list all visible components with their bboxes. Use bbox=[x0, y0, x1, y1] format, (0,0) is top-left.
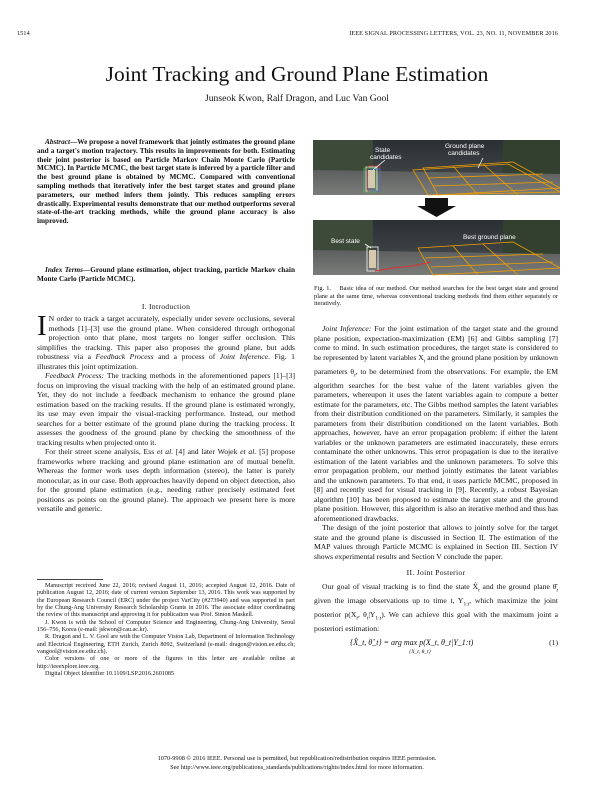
label-state-candidates-line1: State bbox=[375, 147, 391, 154]
pedestrian-figure-best bbox=[369, 250, 376, 268]
label-gp-candidates-line1: Ground plane bbox=[445, 143, 485, 150]
figure-1 bbox=[313, 140, 560, 278]
footnote-manuscript: Manuscript received June 22, 2016; revised August 11, 2016; accepted August 12, 2016. Date of publication August 12, 2016; date of current version September 13, 2016. This work was supported by the European Research Council (ERC) under the project VarCity (#273940) and was supported in part by the Chung-Ang University Research Scholarship Grants in 2016. The associate editor coordinating the review of this manuscript and approving it for publication was Prof. Simon Maskell. bbox=[37, 583, 295, 619]
footer-copyright: 1070-9908 © 2016 IEEE. Personal use is permitted, but republication/redistribution requires IEEE permission. bbox=[157, 755, 437, 762]
equation-body: {X̂_t, θ̂_t} = arg max p(X_t, θ_t|Y_1:t) bbox=[350, 638, 474, 648]
intro-paragraph-3: For their street scene analysis, Ess et al. [4] and later Wojek et al. [5] propose frameworks where tracking and ground plane estimation are of mutual benefit. Whereas the former work uses depth information (stereo), the latter is purely monocular, as in our case. Both approaches heavily depend on object detection, also for the ground plane estimation (e.g., needing rather precisely estimated feet positions as points on the ground plane). The approach we present here is more versatile and generic. bbox=[37, 447, 295, 513]
footnote-rule bbox=[37, 579, 103, 580]
running-header: IEEE SIGNAL PROCESSING LETTERS, VOL. 23, NO. 11, NOVEMBER 2016 bbox=[349, 30, 558, 37]
drop-cap: I bbox=[37, 310, 47, 342]
equation-1 bbox=[314, 636, 558, 656]
figure-bottom-panel bbox=[313, 220, 560, 275]
section-heading-joint-posterior: II. Joint Posterior bbox=[406, 568, 466, 578]
label-gp-candidates-line2: candidates bbox=[448, 150, 480, 157]
equation-number: (1) bbox=[549, 638, 558, 648]
label-best-ground-plane: Best ground plane bbox=[463, 234, 516, 241]
equation-subscript: {X_t, θ_t} bbox=[409, 649, 431, 656]
caption-text: Basic idea of our method. Our method searches for the best target state and ground plane at the same time, whereas conventional tracking methods find them either separately or iteratively. bbox=[314, 285, 558, 307]
intro-paragraph-2: Feedback Process: The tracking methods in the aforementioned papers [1]–[3] focus on improving the visual tracking with the help of an estimated ground plane. Yet, they do not include a feedback mechanism to enhance the ground plane estimation based on the tracking results. If the ground plane is estimated wrongly, its use may even impair the visual-tracking performance. Instead, our method searches for a better estimate of the ground plane during the tracking process. It assesses the goodness of the ground plane by checking the smoothness of the tracking results when projected onto it. bbox=[37, 371, 295, 447]
joint-inference-paragraph: Joint Inference: For the joint estimation of the target state and the ground plane position, expectation-maximization (EM) [6] and Gibbs sampling [7] come to mind. In such estimation procedures, the target state is considered to be represented by latent variables $X_t$ and the ground plane position by unknown parameters $\theta_t$, to be determined from the observations. For example, the EM algorithm searches for the best value of the latent variables given the parameters, whereupon it uses the latent variables again to compute a better estimate for the parameters, etc. The Gibbs method samples the latent variables from their distribution conditioned on the parameters. Similarly, it samples the parameters from their distribution conditioned on the latent variables. Both approaches, however, have an error propagation problem: if either the latent variables or the unknown parameters are estimated inaccurately, these errors contaminate the other unknowns. This error propagation is due to the iterative estimation of the latent variables and the unknown parameters. To solve this error propagation problem, our method jointly estimates the latent variables and the unknown parameters. To that end, it uses particle MCMC, proposed in [8] and recently used for visual tracking in [9]. Recently, a robust Bayesian algorithm [10] has been proposed to estimate the target state and the ground plane position. However, this algorithm is also an iterative method and thus has aforementioned drawbacks. bbox=[314, 324, 558, 523]
paper-title: Joint Tracking and Ground Plane Estimation bbox=[105, 62, 489, 86]
goal-paragraph: Our goal of visual tracking is to find the state $X̂_t$ and the ground plane $\thetâ_t$ given the image observations up to time t, $Y_{1:t}$, which maximize the joint posterior $p(X_t$, $\theta_t|Y_{1:t}$). We can achieve this goal with the maximum joint a posteriori estimation: bbox=[314, 581, 559, 633]
figure-top-panel bbox=[313, 140, 560, 195]
pedestrian-figure bbox=[368, 170, 375, 188]
footnotes bbox=[37, 583, 295, 678]
caption-label: Fig. 1. bbox=[314, 285, 332, 292]
abstract bbox=[37, 138, 295, 226]
label-state-candidates-line2: candidates bbox=[370, 154, 402, 161]
index-terms bbox=[37, 266, 295, 284]
footnote-doi: Digital Object Identifier 10.1109/LSP.2016.2601085 bbox=[45, 671, 175, 678]
index-terms-label: Index Terms bbox=[45, 266, 83, 274]
author-list: Junseok Kwon, Ralf Dragon, and Luc Van Gool bbox=[205, 93, 389, 104]
abstract-text: —We propose a novel framework that jointly estimates the ground plane and a target's motion trajectory. This results in improvements for both. Estimating their joint posterior is based on Particle Markov Chain Monte Carlo (Particle MCMC). In Particle MCMC, the best target state is inferred by a particle filter and the best ground plane is obtained by MCMC. Compared with conventional sampling methods that iteratively infer the best target states and ground plane parameters, our method infers them jointly. This reduces sampling errors drastically. Experimental results demonstrate that our method outperforms several state-of-the-art tracking methods, while the ground plane accuracy is also improved. bbox=[37, 138, 295, 226]
structure-paragraph: The design of the joint posterior that allows to jointly solve for the target state and the ground plane is discussed in Section II. The estimation of the MAP values through Particle MCMC is explained in Section III. Section IV shows experimental results and Section V conclude the paper. bbox=[314, 523, 558, 561]
figure-caption bbox=[314, 285, 558, 308]
section-heading-introduction: I. Introduction bbox=[141, 302, 191, 311]
index-terms-text: —Ground plane estimation, object tracking, particle Markov chain Monte Carlo (Particle MCMC). bbox=[37, 266, 295, 283]
footer-rights-link[interactable]: See http://www.ieee.org/publications_standards/publications/rights/index.html for more information. bbox=[170, 764, 424, 771]
abstract-label: Abstract bbox=[45, 138, 70, 146]
footnote-kwon: J. Kwon is with the School of Computer Science and Engineering, Chung-Ang University, Seoul 156–756, Korea (e-mail: jskwon@cau.ac.kr). bbox=[37, 619, 295, 634]
right-column-body bbox=[314, 324, 558, 656]
introduction-body bbox=[37, 310, 295, 514]
down-arrow-icon bbox=[417, 198, 456, 217]
footnote-color-versions: Color versions of one or more of the figures in this letter are available online at http://ieeexplore.ieee.org. bbox=[37, 656, 295, 670]
label-best-state: Best state bbox=[331, 238, 360, 245]
page-number: 1514 bbox=[17, 30, 30, 37]
footnote-dragon-gool: R. Dragon and L. V. Gool are with the Computer Vision Lab, Department of Information Technology and Electrical Engineering, ETH Zurich, Zurich 8092, Switzerland (e-mail: dragon@vision.ee.ethz.ch; vangool@vision.ee.ethz.ch). bbox=[37, 634, 295, 656]
intro-paragraph-1: I N order to track a target accurately, especially under severe occlusions, several methods [1]–[3] use the ground plane. When considered through orthogonal projection onto that plane, most targets no longer suffer occlusion. This simplifies the tracking. This paper also proposes the ground plane, but adds robustness via a Feedback Process and a process of Joint Inference. Fig. 1 illustrates this joint optimization. bbox=[37, 310, 295, 371]
